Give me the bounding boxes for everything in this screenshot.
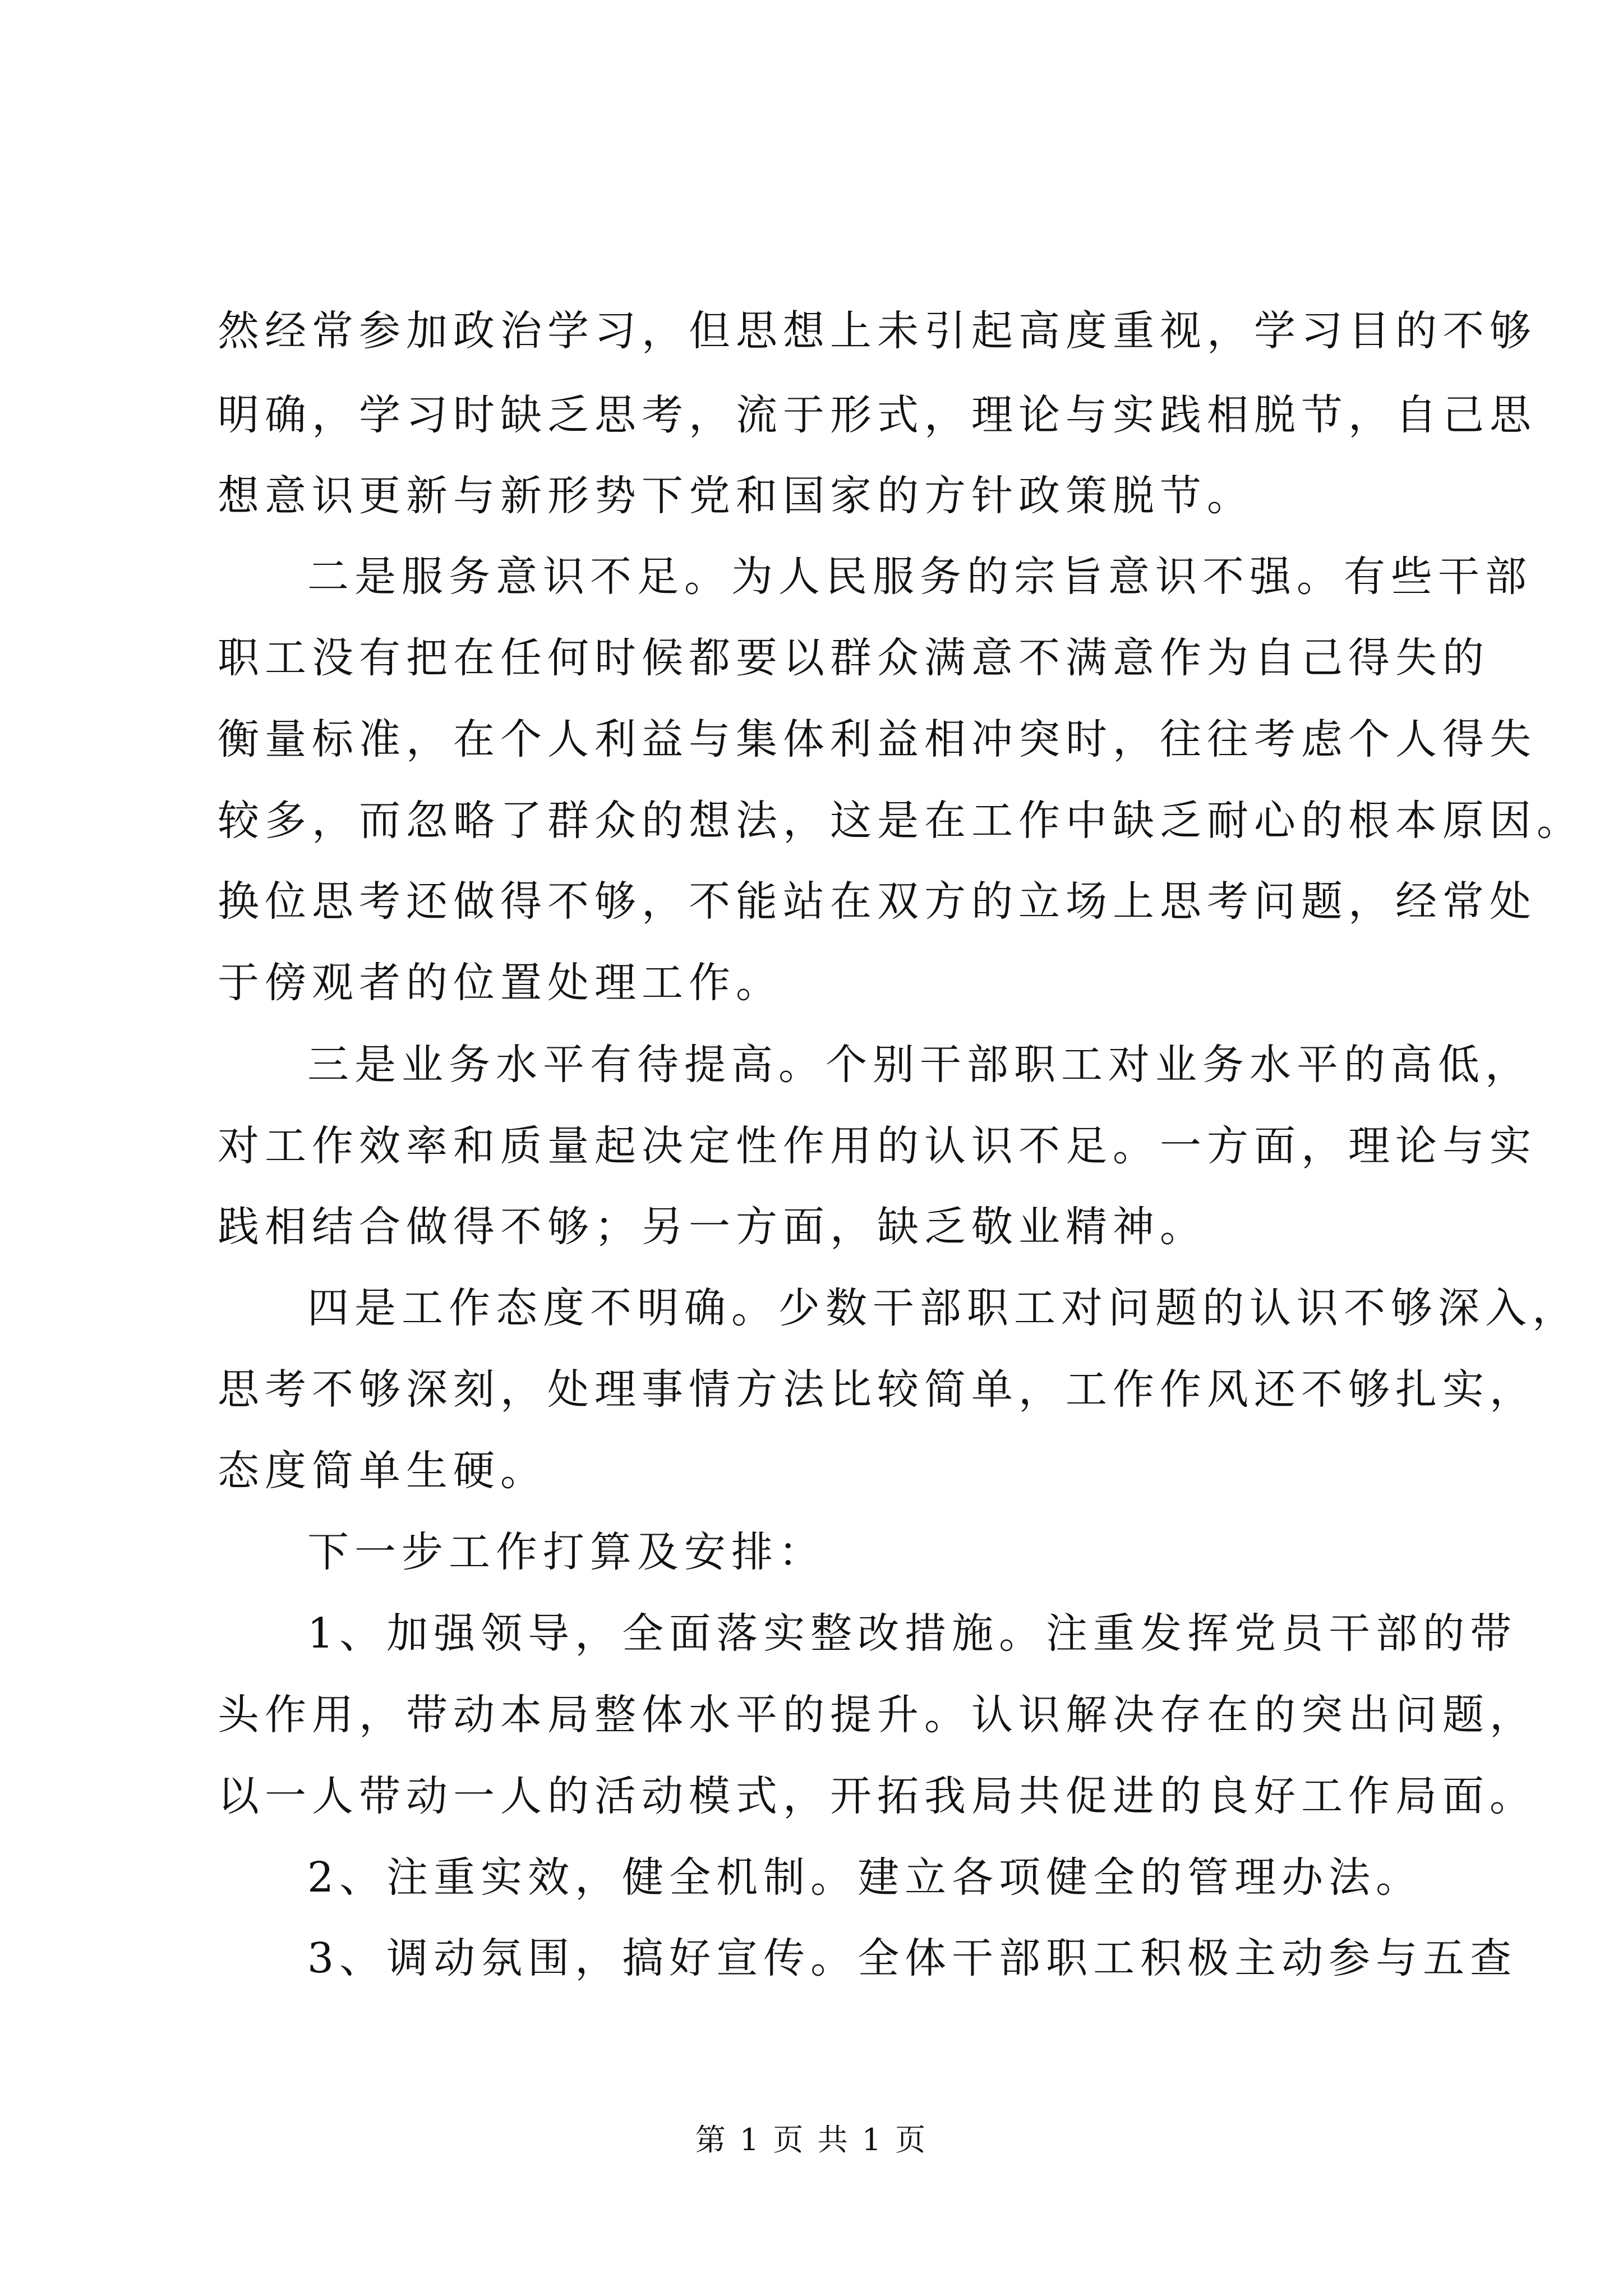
text-line: 然经常参加政治学习，但思想上未引起高度重视，学习目的不够 [218,307,1537,355]
list-item-first-line: 1、加强领导，全面落实整改措施。注重发挥党员干部的带 [307,1609,1518,1658]
text-line: 头作用，带动本局整体水平的提升。认识解决存在的突出问题， [218,1691,1537,1739]
page-number-footer: 第 1 页 共 1 页 [695,2122,928,2157]
text-line: 较多，而忽略了群众的想法，这是在工作中缺乏耐心的根本原因。 [218,797,1584,845]
text-line: 思考不够深刻，处理事情方法比较简单，工作作风还不够扎实， [218,1365,1537,1414]
text-line: 职工没有把在任何时候都要以群众满意不满意作为自己得失的 [218,634,1490,682]
text-line: 践相结合做得不够；另一方面，缺乏敬业精神。 [218,1203,1207,1251]
paragraph-first-line: 三是业务水平有待提高。个别干部职工对业务水平的高低， [307,1041,1532,1089]
text-line: 以一人带动一人的活动模式，开拓我局共促进的良好工作局面。 [218,1772,1537,1820]
section-heading: 下一步工作打算及安排： [307,1528,826,1576]
text-line: 对工作效率和质量起决定性作用的认识不足。一方面，理论与实 [218,1122,1537,1170]
text-line: 衡量标准，在个人利益与集体利益相冲突时，往往考虑个人得失 [218,715,1537,763]
text-line: 明确，学习时缺乏思考，流于形式，理论与实践相脱节，自己思 [218,391,1537,439]
paragraph-first-line: 四是工作态度不明确。少数干部职工对问题的认识不够深入， [307,1284,1579,1332]
list-item-first-line: 2、注重实效，健全机制。建立各项健全的管理办法。 [307,1853,1423,1902]
text-line: 想意识更新与新形势下党和国家的方针政策脱节。 [218,472,1254,520]
list-item-first-line: 3、调动氛围，搞好宣传。全体干部职工积极主动参与五查 [307,1934,1518,1982]
paragraph-first-line: 二是服务意识不足。为人民服务的宗旨意识不强。有些干部 [307,553,1532,601]
text-line: 态度简单生硬。 [218,1447,547,1495]
text-line: 于傍观者的位置处理工作。 [218,959,783,1007]
text-line: 换位思考还做得不够，不能站在双方的立场上思考问题，经常处 [218,877,1537,926]
